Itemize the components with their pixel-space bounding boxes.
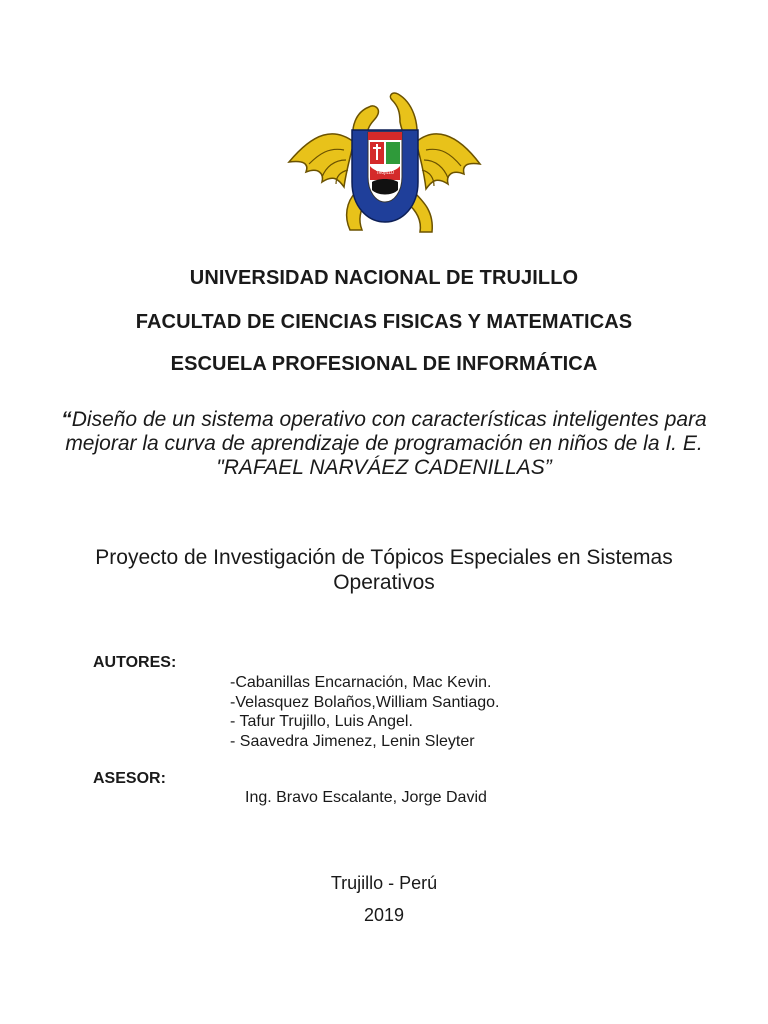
- authors-label: AUTORES:: [93, 654, 177, 671]
- project-subtitle: Proyecto de Investigación de Tópicos Especiales en Sistemas Operativos: [95, 546, 673, 594]
- year: 2019: [363, 905, 405, 925]
- title-close-quote: ”: [544, 456, 552, 479]
- author-item: - Tafur Trujillo, Luis Angel.: [230, 713, 413, 730]
- right-wing: [416, 134, 480, 189]
- shield-text: TRUJILLO: [376, 170, 394, 175]
- title-open-quote: “: [61, 408, 72, 431]
- author-item: - Saavedra Jimenez, Lenin Sleyter: [230, 732, 475, 750]
- author-item: -Velasquez Bolaños,William Santiago.: [230, 693, 500, 711]
- project-title: [60, 408, 708, 480]
- faculty-name: FACULTAD DE CIENCIAS FISICAS Y MATEMATICAS: [135, 311, 633, 333]
- advisor-label: ASESOR:: [93, 770, 166, 787]
- university-name: UNIVERSIDAD NACIONAL DE TRUJILLO: [189, 267, 579, 289]
- city: Trujillo - Perú: [330, 873, 438, 893]
- advisor-name: Ing. Bravo Escalante, Jorge David: [245, 789, 487, 806]
- authors-list: [230, 673, 499, 751]
- author-item: -Cabanillas Encarnación, Mac Kevin.: [230, 674, 492, 691]
- school-name: ESCUELA PROFESIONAL DE INFORMÁTICA: [170, 353, 598, 375]
- university-crest-icon: [284, 82, 484, 237]
- title-text: Diseño de un sistema operativo con características inteligentes para mejorar la curva de aprendizaje de programación en niños de la I. E. "RAFAEL NARVÁEZ CADENILLAS: [65, 408, 707, 479]
